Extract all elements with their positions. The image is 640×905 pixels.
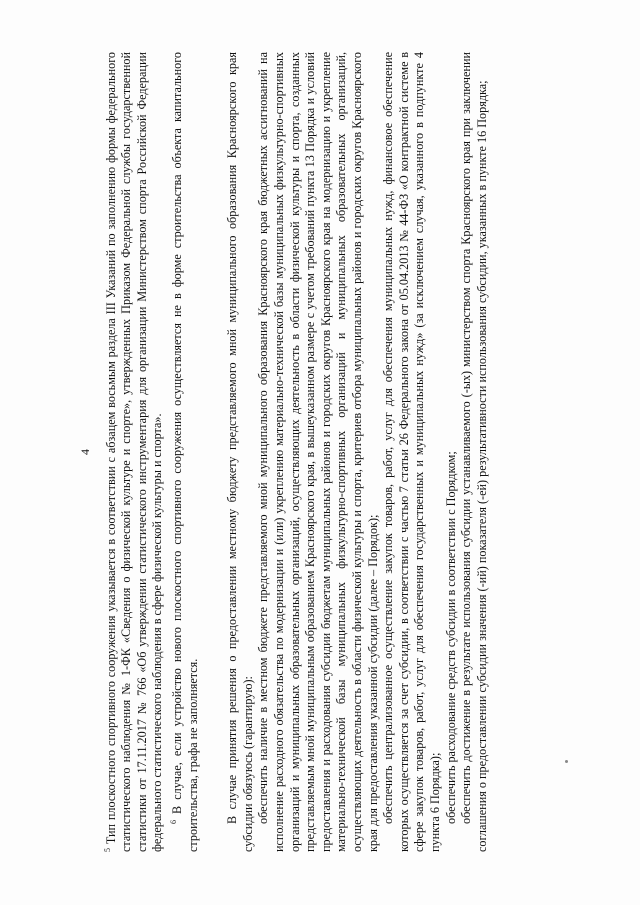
paragraph-procurement: обеспечить централизованное осуществление закупок товаров, работ, услуг для обеспечения муниципальных нужд, финансовое обеспечение которых осуществляется за счет субсидии, в соответствии с частью 7 статьи 26 Федерального закона от 05.04.2013 № 44-ФЗ «О контрактной системе в сфере закупок товаров, работ, услуг для обеспечения государственных и муниципальных нужд» (за исключением случая, указанного в подпункте 4 пункта 6 Порядка); — [381, 52, 442, 852]
footnote-text: В случае, если устройство нового плоскостного спортивного сооружения осуществляется не в форме строительства объекта капитального строительства, графа не заполняется. — [170, 51, 200, 852]
footnote-mark: 6 — [169, 820, 179, 824]
footnote-5 — [100, 52, 166, 852]
paragraph-results: обеспечить достижение в результате использования субсидии устанавливаемого (-ых) министерством спорта Красноярского края при заключении соглашения о предоставлении субсидии значения (-ий) показателя (-ей) результативности использования субсидии, указанных в пункте 16 Порядка; — [459, 52, 489, 852]
paragraph-intro: В случае принятия решения о предоставлении местному бюджету представляемого мной муниципального образования Красноярского края субсидии обязуюсь (гарантирую): — [225, 52, 255, 852]
spacer — [201, 52, 225, 852]
footnote-mark: 5 — [102, 848, 112, 852]
paragraph-budget: обеспечить наличие в местном бюджете представляемого мной муниципального образования Красноярского края бюджетных ассигнований на исполнение расходного обязательства по модернизации и (или) укреплению материально-технической базы муниципальных физкультурно-спортивных организаций и муниципальных образовательных организаций, осуществляющих деятельность в области физической культуры и спорта, созданных представляемым мной муниципальным образованием Красноярского края, в вышеуказанном размере с учетом требований пункта 13 Порядка и условий предоставления и расходования субсидии бюджетам муниципальных районов и городских округов Красноярского края на модернизацию и укрепление материально-технической базы муниципальных физкультурно-спортивных организаций и муниципальных образовательных организаций, осуществляющих деятельность в области физической культуры и спорта, критериев отбора муниципальных районов и городских округов Красноярского края для предоставления указанной субсидии (далее – Порядок); — [256, 52, 380, 852]
scan-speck — [565, 760, 568, 763]
rotated-text-block — [78, 52, 548, 852]
paragraph-spending: обеспечить расходование средств субсидии в соответствии с Порядком; — [443, 451, 458, 824]
footnote-6 — [166, 52, 201, 852]
footnote-text: Тип плоскостного спортивного сооружения указывается в соответствии с абзацем восьмым раздела III Указаний по заполнению формы федерального статистического наблюдения № 1-ФК «Сведения о физической культуре и спорте», утвержденных Приказом Федеральной службы государственной статистики от 17.11.2017 № 766 «Об утверждении статистического инструментария для организации Министерством спорта Российской Федерации федерального статистического наблюдения в сфере физической культуры и спорта». — [103, 51, 165, 852]
page-number: 4 — [78, 449, 92, 455]
